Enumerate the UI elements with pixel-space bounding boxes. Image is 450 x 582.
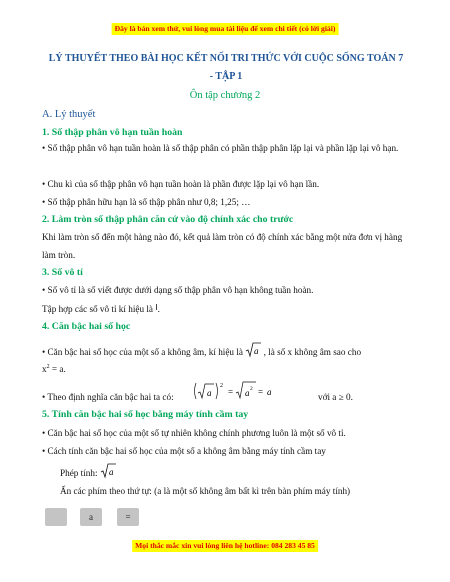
irrational-set-period: .	[157, 304, 160, 314]
sqrt-a-formula	[245, 342, 261, 358]
paragraph-irrational-set	[42, 299, 160, 318]
svg-text:a: a	[254, 346, 259, 356]
svg-text:2: 2	[250, 386, 253, 392]
paragraph-calculator-method: • Cách tính căn bậc hai số học của một số a không âm bằng máy tính cầm tay	[42, 446, 326, 456]
paragraph-irrational-definition: • Số vô tỉ là số viết được dưới dạng số thập phân vô hạn không tuần hoàn.	[42, 285, 314, 295]
hotline-banner: Mọi thắc mắc xin vui lòng liên hệ hotline: 084 283 45 85	[132, 540, 318, 552]
paragraph-x-squared	[42, 360, 66, 378]
calculator-equals-key: =	[117, 508, 139, 526]
paragraph-period: • Chu kì của số thập phân vô hạn tuần hoàn là phần được lặp lại vô hạn lần.	[42, 179, 320, 189]
paragraph-nonsquare-irrational: • Căn bậc hai số học của một số tự nhiên không chính phương luôn là một số vô tỉ.	[42, 428, 346, 438]
svg-text:a: a	[108, 467, 114, 477]
heading-irrational-numbers: 3. Số vô tỉ	[42, 267, 83, 278]
preview-notice-banner: Đây là bản xem thử, vui lòng mua tài liệu để xem chi tiết (có lời giải)	[112, 23, 339, 35]
svg-text:a: a	[267, 387, 272, 397]
document-title-line2: - TẬP 1	[209, 71, 243, 82]
calculator-a-key: a	[80, 508, 102, 526]
document-subtitle: Ôn tập chương 2	[189, 90, 261, 101]
irrational-set-text: Tập hợp các số vô tỉ kí hiệu là	[42, 304, 153, 314]
sqrt-identity-formula	[192, 379, 292, 403]
document-title: LÝ THUYẾT THEO BÀI HỌC KẾT NỐI TRI THỨC VỚI CUỘC SỐNG TOÁN 7	[48, 53, 404, 64]
x-exponent: 2	[46, 363, 50, 370]
x-variable: x	[42, 364, 47, 374]
operation-label: Phép tính:	[60, 468, 98, 478]
paragraph-repeating-definition: • Số thập phân vô hạn tuần hoàn là số thập phân có phần thập phân lặp lại và phần lặp lại vô hạn.	[42, 143, 399, 153]
paragraph-identity-label: • Theo định nghĩa căn bậc hai ta có:	[42, 392, 174, 402]
calculator-sqrt-key	[45, 508, 67, 526]
sqrt-a-operation	[100, 463, 116, 479]
heading-calculator: 5. Tính căn bậc hai số học bằng máy tính cầm tay	[42, 409, 249, 420]
svg-text:a: a	[207, 388, 212, 398]
paragraph-finite-decimals: • Số thập phân hữu hạn là số thập phân như 0,8; 1,25; …	[42, 197, 251, 207]
heading-rounding: 2. Làm tròn số thập phân căn cứ vào độ chính xác cho trước	[42, 214, 294, 225]
sqrt-def-text-2: , là số x không âm sao cho	[263, 347, 362, 357]
svg-text:2: 2	[220, 383, 223, 389]
paragraph-rounding: Khi làm tròn số đến một hàng nào đó, kết quả làm tròn có độ chính xác bằng một nửa đơn vị hàng làm tròn.	[42, 232, 403, 260]
sqrt-def-text: • Căn bậc hai số học của một số a không âm, kí hiệu là	[42, 347, 243, 357]
identity-condition: với a ≥ 0.	[318, 392, 353, 402]
svg-text:a: a	[245, 388, 250, 398]
paragraph-key-order: Ấn các phím theo thứ tự: (a là một số không âm bất kì trên bàn phím máy tính)	[60, 486, 351, 496]
equals-a: = a.	[49, 364, 66, 374]
heading-repeating-decimals: 1. Số thập phân vô hạn tuần hoàn	[42, 127, 183, 138]
heading-square-root: 4. Căn bậc hai số học	[42, 321, 131, 332]
svg-text:=: =	[228, 387, 234, 397]
section-heading-theory: A. Lý thuyết	[42, 109, 96, 120]
irrational-set-symbol: I	[155, 303, 158, 312]
paragraph-square-root-definition	[42, 342, 361, 361]
svg-text:=: =	[258, 387, 264, 397]
paragraph-operation	[60, 463, 116, 482]
